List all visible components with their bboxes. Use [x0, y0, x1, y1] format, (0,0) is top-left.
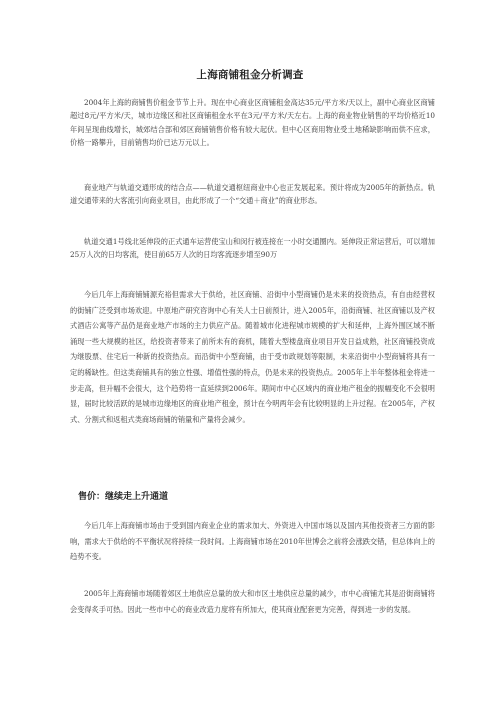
paragraph-block — [70, 518, 435, 565]
paragraph: 商业地产与轨道交通形成的结合点——轨道交通枢纽商业中心也正发展起来。预计将成为2005年的新热点。轨道交通带来的大客流引向商业项目，由此形成了一个“交通＋商业”的商业形态。 — [70, 183, 435, 206]
paragraph: 今后几年上海商铺铺源充裕但需求大于供给，社区商铺、沿街中小型商铺仍是未来的投资热点，有自由经营权的街铺广泛受到市场欢迎。中原地产研究咨询中心有关人士日前预计，进入2005年，沿街商铺、社区商铺以及产权式酒店公寓等产品仍是商业地产市场的主力供应产品。随着城市化进程城市规模的扩大和延伸，上海外围区域不断涌现一些大规模的社区，给投资者带来了前所未有的商机，随着大型楼盘商业项目开发日益成熟，社区商铺投资成为继股票、住宅后一种新的投资热点。而沿街中小型商铺，由于受市政规划等限制，未来沿街中小型商铺将具有一定的稀缺性。但这类商铺具有的独立性强、增值性强的特点，仍是未来的投资热点。2005年上半年整体租金将进一步走高，但升幅不会很大，这个趋势将一直延续到2006年。期间市中心区域内的商业地产租金的振幅变化不会很明显，届时比较活跃的是城市边缘地区的商业地产租金，预计在今明两年会有比较明显的上升过程。在2005年，产权式、分割式和返租式类商场商铺的销量和产量将会减少。 — [70, 290, 435, 424]
paragraph-block — [70, 235, 435, 262]
paragraph-block — [70, 181, 435, 208]
document-title: 上海商铺租金分析调查 — [196, 69, 304, 81]
paragraph-block — [70, 96, 435, 149]
paragraph-block — [70, 586, 435, 617]
paragraph-block — [70, 287, 435, 427]
paragraph: 2005年上海商铺市场随着郊区土地供应总量的放大和市区土地供应总量的减少，市中心商铺尤其是沿街商铺将会变得炙手可热。因此一些市中心的商业改造力度将有所加大，使其商业配套更为完善，得到进一步的发展。 — [70, 589, 435, 614]
paragraph: 轨道交通1号线北延伸段的正式通车运营使宝山和闵行被连接在一小时交通圈内。延伸段正常运营后，可以增加25万人次的日均客流，使目前65万人次的日均客流逐步增至90万 — [70, 237, 435, 260]
paragraph: 2004年上海的商铺售价租金节节上升。现在中心商业区商铺租金高达35元/平方米/天以上，副中心商业区商铺超过8元/平方米/天，城市边缘区和社区商铺租金水平在3元/平方米/天左右。上海的商业物业销售的平均价格近10年间呈现曲线增长，城郊结合部和郊区商铺销售价格有较大起伏。但中心区商用物业受土地稀缺影响而供不应求，价格一路攀升，目前销售均价已达万元以上。 — [70, 98, 435, 147]
paragraph: 今后几年上海商铺市场由于受到国内商业企业的需求加大、外资进入中国市场以及国内其他投资者三方面的影响，需求大于供给的不平衡状况将持续一段时间。上海商铺市场在2010年世博会之前将会涨跌交错，但总体向上的趋势不变。 — [70, 521, 435, 562]
section-heading: 售价：继续走上升通道 — [78, 492, 169, 502]
